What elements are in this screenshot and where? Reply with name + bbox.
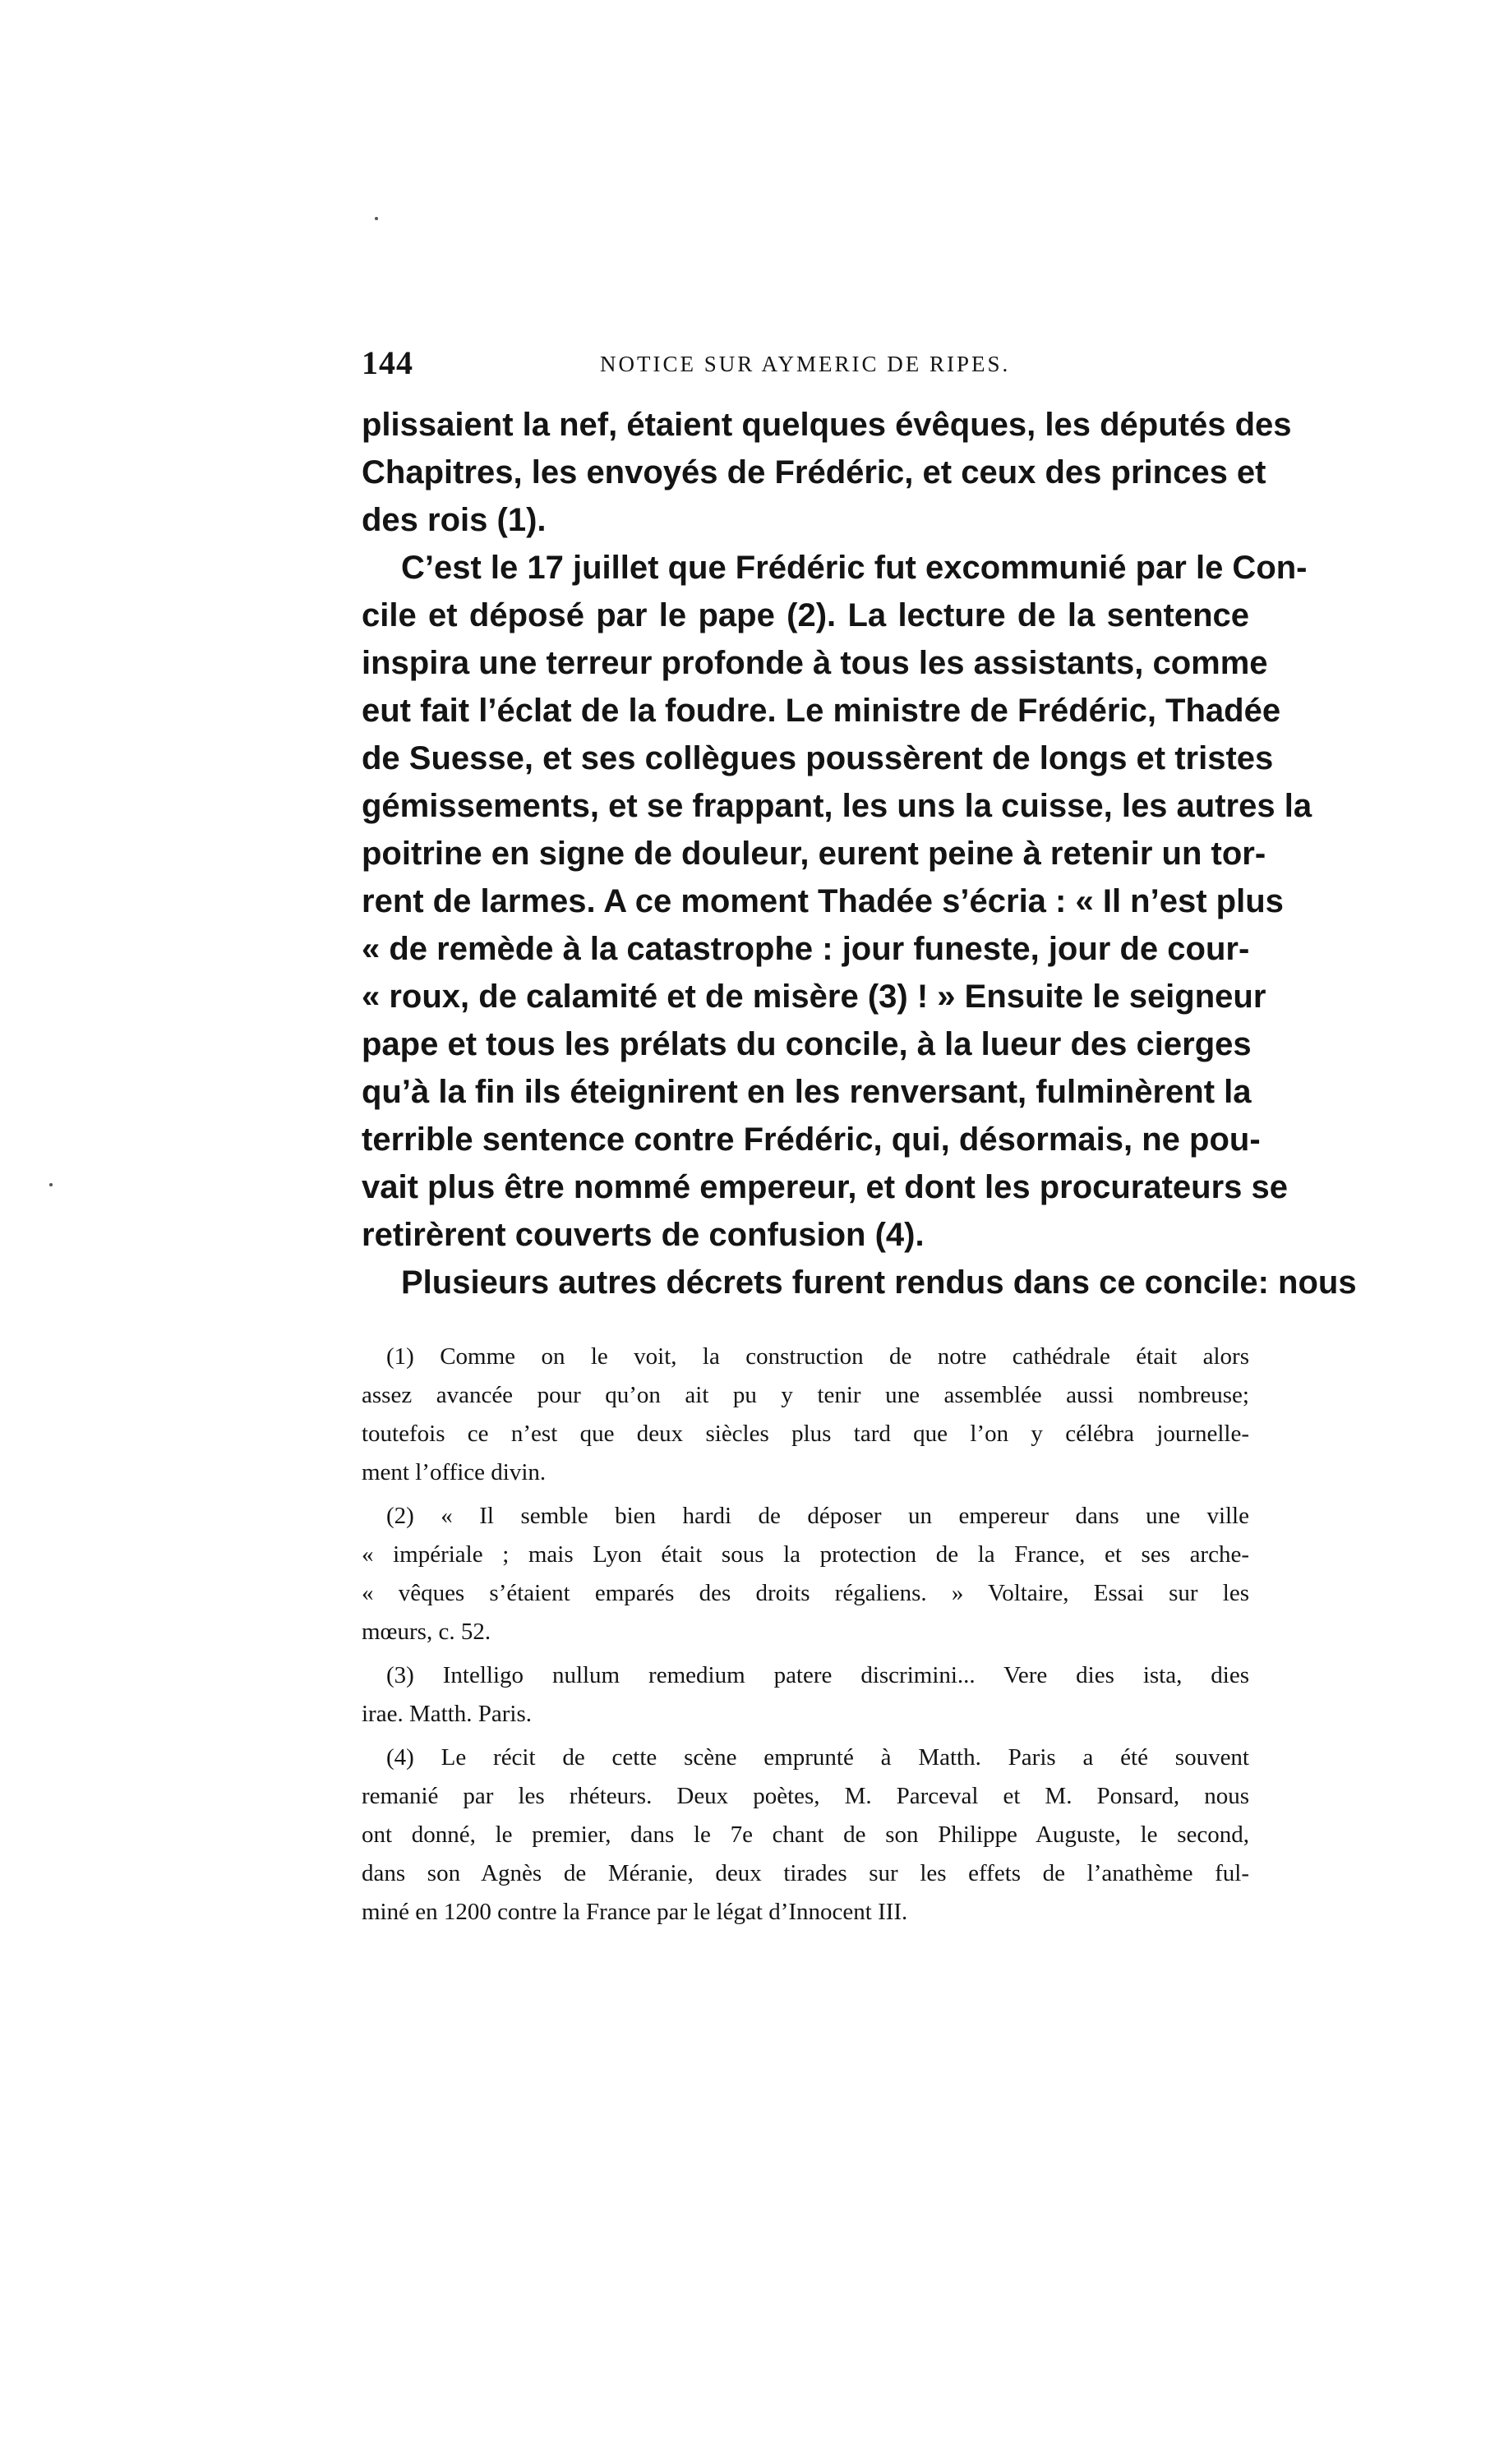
footnote-line: remanié par les rhéteurs. Deux poètes, M. Parceval et M. Ponsard, nous bbox=[362, 1783, 1249, 1809]
text-line: eut fait l’éclat de la foudre. Le ministre de Frédéric, Thadée bbox=[362, 693, 1281, 729]
paper-speck bbox=[375, 217, 378, 220]
text-line: poitrine en signe de douleur, eurent peine à retenir un tor- bbox=[362, 836, 1266, 872]
text-line: Chapitres, les envoyés de Frédéric, et ceux des princes et bbox=[362, 454, 1266, 490]
footnote-1 bbox=[362, 1338, 1249, 1492]
text-line: rent de larmes. A ce moment Thadée s’écria : « Il n’est plus bbox=[362, 883, 1284, 919]
text-line: « roux, de calamité et de misère (3) ! » Ensuite le seigneur bbox=[362, 979, 1266, 1015]
footnote-line: « impériale ; mais Lyon était sous la protection de la France, et ses arche- bbox=[362, 1541, 1249, 1568]
text-line: cile et déposé par le pape (2). La lecture de la sentence bbox=[362, 597, 1249, 633]
running-head: NOTICE SUR AYMERIC DE RIPES. bbox=[600, 352, 1011, 376]
footnote-line: toutefois ce n’est que deux siècles plus tard que l’on y célébra journelle- bbox=[362, 1421, 1249, 1447]
footnote-line: (4) Le récit de cette scène emprunté à Matth. Paris a été souvent bbox=[386, 1744, 1249, 1771]
text-line: pape et tous les prélats du concile, à la lueur des cierges bbox=[362, 1026, 1252, 1062]
footnote-line: « vêques s’étaient emparés des droits régaliens. » Voltaire, Essai sur les bbox=[362, 1580, 1249, 1606]
text-line: C’est le 17 juillet que Frédéric fut excommunié par le Con- bbox=[401, 550, 1308, 586]
footnote-2 bbox=[362, 1497, 1249, 1651]
text-line: retirèrent couverts de confusion (4). bbox=[362, 1217, 925, 1253]
text-line: plissaient la nef, étaient quelques évêques, les députés des bbox=[362, 407, 1292, 443]
footnote-line: assez avancée pour qu’on ait pu y tenir une assemblée aussi nombreuse; bbox=[362, 1382, 1249, 1408]
text-line: terrible sentence contre Frédéric, qui, désormais, ne pou- bbox=[362, 1121, 1261, 1158]
footnote-line: ont donné, le premier, dans le 7e chant de son Philippe Auguste, le second, bbox=[362, 1822, 1249, 1848]
footnote-line: (2) « Il semble bien hardi de déposer un empereur dans une ville bbox=[386, 1503, 1249, 1529]
body-text bbox=[362, 401, 1357, 1306]
text-line: Plusieurs autres décrets furent rendus dans ce concile: nous bbox=[401, 1264, 1357, 1301]
footnotes bbox=[362, 1338, 1249, 1937]
page-number: 144 bbox=[362, 344, 413, 381]
text-line: qu’à la fin ils éteignirent en les renversant, fulminèrent la bbox=[362, 1074, 1252, 1110]
text-line: « de remède à la catastrophe : jour funeste, jour de cour- bbox=[362, 931, 1250, 967]
footnote-line: miné en 1200 contre la France par le légat d’Innocent III. bbox=[362, 1899, 908, 1925]
footnote-line: dans son Agnès de Méranie, deux tirades sur les effets de l’anathème ful- bbox=[362, 1860, 1249, 1886]
paper-speck bbox=[49, 1183, 53, 1186]
footnote-line: irae. Matth. Paris. bbox=[362, 1701, 532, 1727]
footnote-3 bbox=[362, 1656, 1249, 1734]
text-line: vait plus être nommé empereur, et dont les procurateurs se bbox=[362, 1169, 1289, 1205]
footnote-line: ment l’office divin. bbox=[362, 1459, 547, 1485]
footnote-4 bbox=[362, 1739, 1249, 1932]
page-header bbox=[362, 343, 1249, 393]
text-line: inspira une terreur profonde à tous les assistants, comme bbox=[362, 645, 1268, 681]
footnote-line: (1) Comme on le voit, la construction de notre cathédrale était alors bbox=[386, 1343, 1249, 1370]
text-line: gémissements, et se frappant, les uns la cuisse, les autres la bbox=[362, 788, 1312, 824]
text-line: des rois (1). bbox=[362, 502, 547, 538]
footnote-line: (3) Intelligo nullum remedium patere discrimini... Vere dies ista, dies bbox=[386, 1662, 1249, 1688]
text-line: de Suesse, et ses collègues poussèrent de longs et tristes bbox=[362, 740, 1274, 776]
footnote-line: mœurs, c. 52. bbox=[362, 1619, 491, 1645]
